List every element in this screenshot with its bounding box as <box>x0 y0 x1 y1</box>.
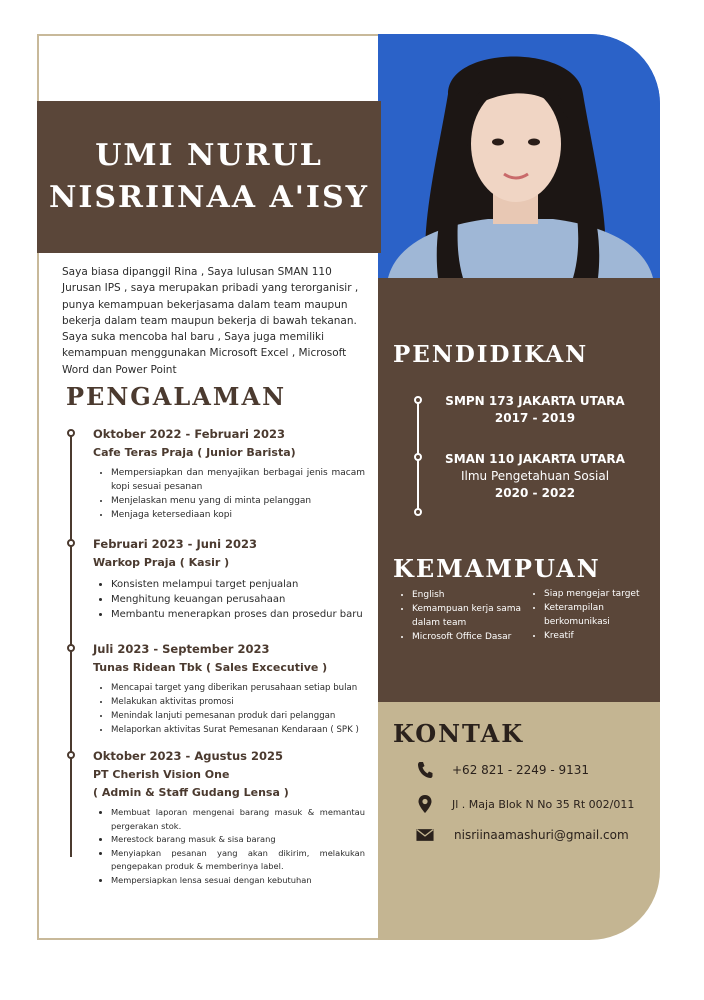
job-role: ( Admin & Staff Gudang Lensa ) <box>93 786 289 799</box>
contact-phone <box>416 760 589 780</box>
job-duty: • Menindak lanjuti pemesanan produk dari pelanggan <box>111 709 365 723</box>
edu-major: Ilmu Pengetahuan Sosial <box>460 469 610 483</box>
phone-icon <box>416 760 434 780</box>
portrait-illustration <box>378 34 660 278</box>
contact-email <box>416 825 629 845</box>
job-duty: • Konsisten melampui target penjualan <box>111 577 365 592</box>
email-address: nisriinaamashuri@gmail.com <box>454 828 629 842</box>
about-paragraph: Saya biasa dipanggil Rina , Saya lulusan SMAN 110 Jurusan IPS , saya merupakan pribadi yang terorganisir , punya kemampuan bekerjasama dalam team maupun bekerja dalam team maupun bekerja di bawah tekanan. Saya suka mencoba hal baru , Saya juga memiliki kemampuan menggunakan Microsoft Excel , Microsoft Word dan Power Point <box>62 266 359 376</box>
job-duties <box>93 681 365 737</box>
skill-item: • Microsoft Office Dasar <box>412 630 526 644</box>
skill-item: • Siap mengejar target <box>544 587 648 601</box>
skill-item: • Kemampuan kerja sama dalam team <box>412 602 526 630</box>
envelope-icon <box>416 825 434 845</box>
job-duty: • Merestock barang masuk & sisa barang <box>111 833 365 847</box>
skills-title: KEMAMPUAN <box>393 554 601 583</box>
job-duty: • Melakukan aktivitas promosi <box>111 695 365 709</box>
job-duty: • Menyiapkan pesanan yang akan dikirim, melakukan pengepakan produk & memberinya label. <box>111 847 365 874</box>
job-period: Februari 2023 - Juni 2023 <box>93 537 258 551</box>
name-banner <box>37 101 381 253</box>
name-line-1: UMI NURUL <box>95 138 323 173</box>
job-company: PT Cherish Vision One <box>93 768 230 781</box>
experience-title: PENGALAMAN <box>66 382 287 411</box>
timeline-dot <box>67 751 75 759</box>
education-item-1 <box>420 393 650 427</box>
job-duties <box>93 466 365 522</box>
job-duty: • Menjelaskan menu yang di minta pelanggan <box>111 494 365 508</box>
address-text: Jl . Maja Blok N No 35 Rt 002/011 <box>452 797 635 811</box>
job-entry-1 <box>93 425 365 522</box>
edu-years: 2020 - 2022 <box>494 486 576 500</box>
job-entry-4 <box>93 747 365 887</box>
edu-school: SMPN 173 JAKARTA UTARA <box>445 394 625 408</box>
job-duties <box>93 577 365 622</box>
skill-item: • English <box>412 588 526 602</box>
skill-item: • Kreatif <box>544 629 648 643</box>
contact-address <box>416 794 634 814</box>
skills-left-list <box>398 588 526 644</box>
job-entry-3 <box>93 640 365 737</box>
job-period: Oktober 2023 - Agustus 2025 <box>93 749 284 763</box>
job-duty: • Membantu menerapkan proses dan prosedur baru <box>111 607 365 622</box>
edu-years: 2017 - 2019 <box>494 411 576 425</box>
job-duty: • Mempersiapkan lensa sesuai dengan kebutuhan <box>111 874 365 888</box>
timeline-dot <box>67 644 75 652</box>
job-duty: • Membuat laporan mengenai barang masuk & memantau pergerakan stok. <box>111 806 365 833</box>
job-duties <box>93 806 365 887</box>
education-item-2 <box>420 451 650 502</box>
job-company: Tunas Ridean Tbk ( Sales Excecutive ) <box>93 661 328 674</box>
phone-number: +62 821 - 2249 - 9131 <box>452 763 590 777</box>
education-title: PENDIDIKAN <box>393 341 589 368</box>
timeline-dot <box>67 539 75 547</box>
contact-title: KONTAK <box>393 719 525 748</box>
job-duty: • Mencapai target yang diberikan perusahaan setiap bulan <box>111 681 365 695</box>
timeline-dot <box>414 508 422 516</box>
edu-school: SMAN 110 JAKARTA UTARA <box>445 452 625 466</box>
job-company: Cafe Teras Praja ( Junior Barista) <box>93 446 296 459</box>
job-period: Oktober 2022 - Februari 2023 <box>93 427 285 441</box>
job-company: Warkop Praja ( Kasir ) <box>93 556 230 569</box>
skill-item: • Keterampilan berkomunikasi <box>544 601 648 629</box>
job-duty: • Menghitung keuangan perusahaan <box>111 592 365 607</box>
job-period: Juli 2023 - September 2023 <box>93 642 270 656</box>
location-pin-icon <box>416 794 434 814</box>
profile-photo <box>378 34 660 278</box>
timeline-dot <box>67 429 75 437</box>
job-duty: • Mempersiapkan dan menyajikan berbagai jenis macam kopi sesuai pesanan <box>111 466 365 494</box>
job-entry-2 <box>93 535 365 622</box>
job-duty: • Menjaga ketersediaan kopi <box>111 508 365 522</box>
skills-right-list <box>530 587 648 643</box>
name-line-2: NISRIINAA A'ISY <box>48 180 370 215</box>
job-duty: • Melaporkan aktivitas Surat Pemesanan Kendaraan ( SPK ) <box>111 723 365 737</box>
